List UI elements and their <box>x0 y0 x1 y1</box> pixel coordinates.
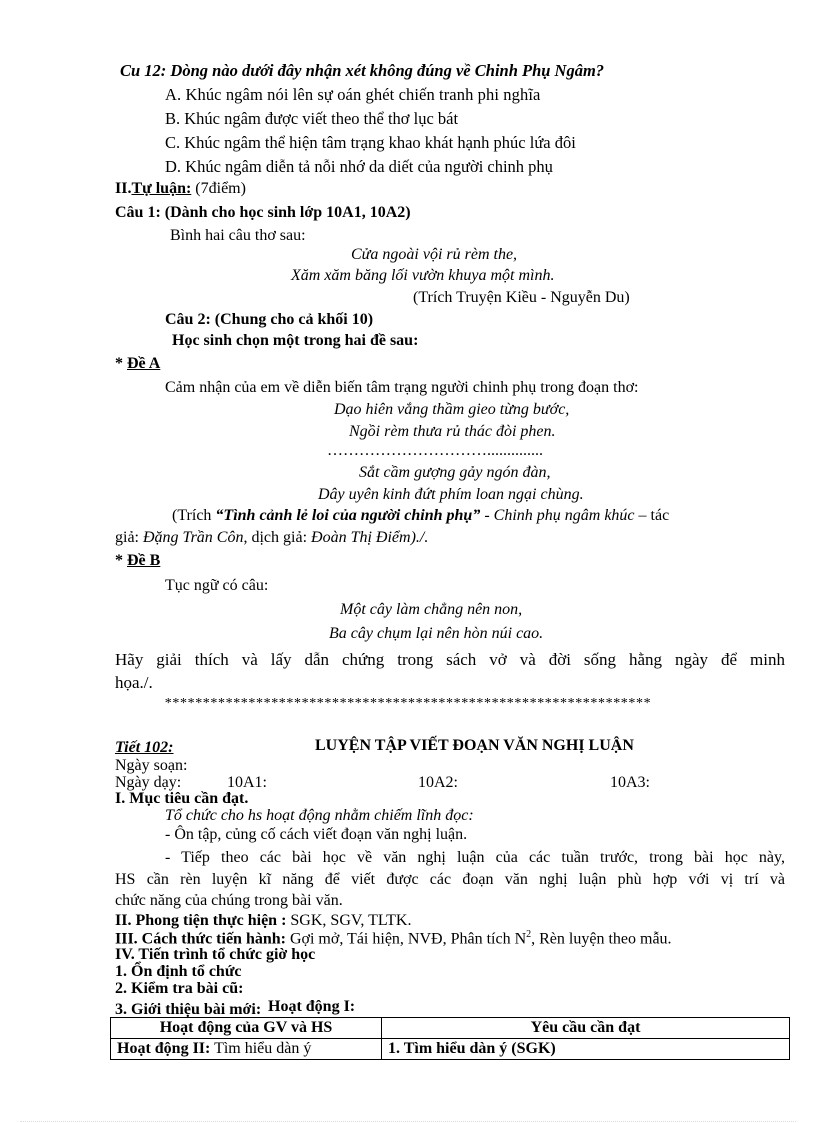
de-b-proverb-line-1: Một cây làm chẳng nên non, <box>340 601 523 618</box>
activity-1-label: Hoạt động I: <box>268 998 356 1015</box>
de-a-source-author-label: giả: <box>115 529 143 546</box>
methods-value-b: , Rèn luyện theo mẫu. <box>531 930 672 948</box>
class-10a3: 10A3: <box>610 774 650 791</box>
step-3: 3. Giới thiệu bài mới: <box>115 1001 262 1018</box>
table-cell-activity <box>111 1039 382 1060</box>
methods-superscript: 2 <box>526 929 532 940</box>
essay-heading-label: Tự luận: <box>131 180 192 197</box>
question-1-source: (Trích Truyện Kiều - Nguyễn Du) <box>413 289 630 306</box>
de-a-label: Đề A <box>127 355 161 372</box>
methods-line <box>115 930 672 947</box>
essay-heading-prefix: II. <box>115 180 132 197</box>
table-header-requirements: Yêu cầu cần đạt <box>382 1018 790 1039</box>
de-a-source-work: Chinh phụ ngâm khúc <box>493 507 635 524</box>
de-b-heading <box>115 553 160 569</box>
lesson-title: LUYỆN TẬP VIẾT ĐOẠN VĂN NGHỊ LUẬN <box>315 737 634 754</box>
de-a-heading <box>115 356 160 372</box>
materials-value: SGK, SGV, TLTK. <box>286 912 412 929</box>
de-a-source-open: (Trích <box>172 507 216 524</box>
objective-bullet-2-line-3: chức năng của chúng trong bài văn. <box>115 892 343 909</box>
de-a-source-dash: - <box>480 507 494 524</box>
question-12-title: Cu 12: Dòng nào dưới đây nhận xét không đúng về Chinh Phụ Ngâm? <box>120 61 605 80</box>
de-b-intro: Tục ngữ có câu: <box>165 577 269 594</box>
activity-2-text: Tìm hiểu dàn ý <box>210 1040 312 1057</box>
de-a-poem-line-1: Dạo hiên vắng thầm gieo từng bước, <box>334 401 570 418</box>
de-b-proverb-line-2: Ba cây chụm lại nên hòn núi cao. <box>329 625 544 642</box>
de-a-poem-line-4: Dây uyên kinh đứt phím loan ngại chùng. <box>318 486 584 503</box>
objective-bullet-2-line-1: - Tiếp theo các bài học về văn nghị luận của các tuần trước, trong bài học này, <box>165 849 785 866</box>
de-b-label: Đề B <box>127 552 161 569</box>
question-option-b: B. Khúc ngâm được viết theo thể thơ lục bát <box>165 109 459 128</box>
de-a-poem-line-3: Sắt cầm gượng gảy ngón đàn, <box>359 464 551 481</box>
question-2-title: Câu 2: (Chung cho cả khối 10) <box>165 311 374 328</box>
activity-2-label: Hoạt động II: <box>117 1040 211 1057</box>
essay-heading <box>115 181 246 197</box>
question-2-instruction: Học sinh chọn một trong hai đề sau: <box>172 332 419 349</box>
de-b-task-line-1: Hãy giải thích và lấy dẫn chứng trong sách vở và đời sống hằng ngày để minh <box>115 650 785 669</box>
step-2: 2. Kiểm tra bài cũ: <box>115 980 244 997</box>
objective-bullet-1: - Ôn tập, củng cố cách viết đoạn văn nghị luận. <box>165 826 468 843</box>
step-1: 1. Ổn định tổ chức <box>115 963 242 980</box>
methods-value-a: Gợi mở, Tái hiện, NVĐ, Phân tích N <box>285 930 527 948</box>
methods-label: III. Cách thức tiến hành: <box>115 930 286 948</box>
materials-label: II. Phong tiện thực hiện : <box>115 912 287 929</box>
de-a-source-author: Đặng Trần Côn <box>143 529 244 546</box>
prep-date-label: Ngày soạn: <box>115 757 188 774</box>
de-a-poem-ellipsis: ………………………….............. <box>327 442 543 459</box>
class-10a1: 10A1: <box>227 774 267 791</box>
class-10a2: 10A2: <box>418 774 458 791</box>
table-cell-requirement: 1. Tìm hiểu dàn ý (SGK) <box>382 1039 790 1060</box>
essay-heading-points: (7điểm) <box>191 180 246 197</box>
page-bottom-rule <box>20 1121 796 1122</box>
materials-line <box>115 913 411 929</box>
objective-bullet-2-line-2: HS cần rèn luyện kĩ năng để viết được các đoạn văn nghị luận phù hợp với vị trí và <box>115 871 785 888</box>
de-a-poem-line-2: Ngồi rèm thưa rủ thác đòi phen. <box>349 423 556 440</box>
section-separator: **************************************************************** <box>164 696 652 711</box>
process-heading: IV. Tiến trình tổ chức giờ học <box>115 946 316 963</box>
de-a-source-line-2 <box>115 530 428 546</box>
de-a-source-translator-label: , dịch giả: <box>243 529 312 546</box>
de-a-source-translator: Đoàn Thị Điểm <box>311 529 411 546</box>
teach-date-label: Ngày dạy: <box>115 774 182 791</box>
de-b-task-line-2: họa./. <box>115 673 153 692</box>
objectives-heading: I. Mục tiêu cần đạt. <box>115 790 249 807</box>
objectives-subheading: Tổ chức cho hs hoạt động nhằm chiếm lĩnh đọc: <box>165 807 474 824</box>
de-a-source-close: )./. <box>410 529 429 546</box>
de-a-source-tail: – tác <box>634 507 670 524</box>
de-a-star: * <box>115 355 127 372</box>
de-a-prompt: Cảm nhận của em về diễn biến tâm trạng người chinh phụ trong đoạn thơ: <box>165 379 639 396</box>
question-option-d: D. Khúc ngâm diễn tả nỗi nhớ da diết của người chinh phụ <box>165 157 553 176</box>
table-header-row <box>111 1018 790 1039</box>
question-1-title: Câu 1: (Dành cho học sinh lớp 10A1, 10A2) <box>115 204 411 221</box>
lesson-period: Tiết 102: <box>115 739 174 756</box>
question-1-poem-line-1: Cửa ngoài vội rủ rèm the, <box>351 246 518 263</box>
table-header-teacher: Hoạt động của GV và HS <box>111 1018 382 1039</box>
question-option-a: A. Khúc ngâm nói lên sự oán ghét chiến tranh phi nghĩa <box>165 85 541 104</box>
question-1-poem-line-2: Xăm xăm băng lối vườn khuya một mình. <box>291 267 555 284</box>
question-option-c: C. Khúc ngâm thể hiện tâm trạng khao khát hạnh phúc lứa đôi <box>165 133 576 152</box>
activity-table <box>110 1017 790 1060</box>
question-1-intro: Bình hai câu thơ sau: <box>170 227 306 244</box>
de-a-source-title: “Tình cảnh lẻ loi của người chinh phụ” <box>215 507 481 524</box>
de-b-star: * <box>115 552 127 569</box>
table-row <box>111 1039 790 1060</box>
de-a-source-line-1 <box>172 508 669 524</box>
